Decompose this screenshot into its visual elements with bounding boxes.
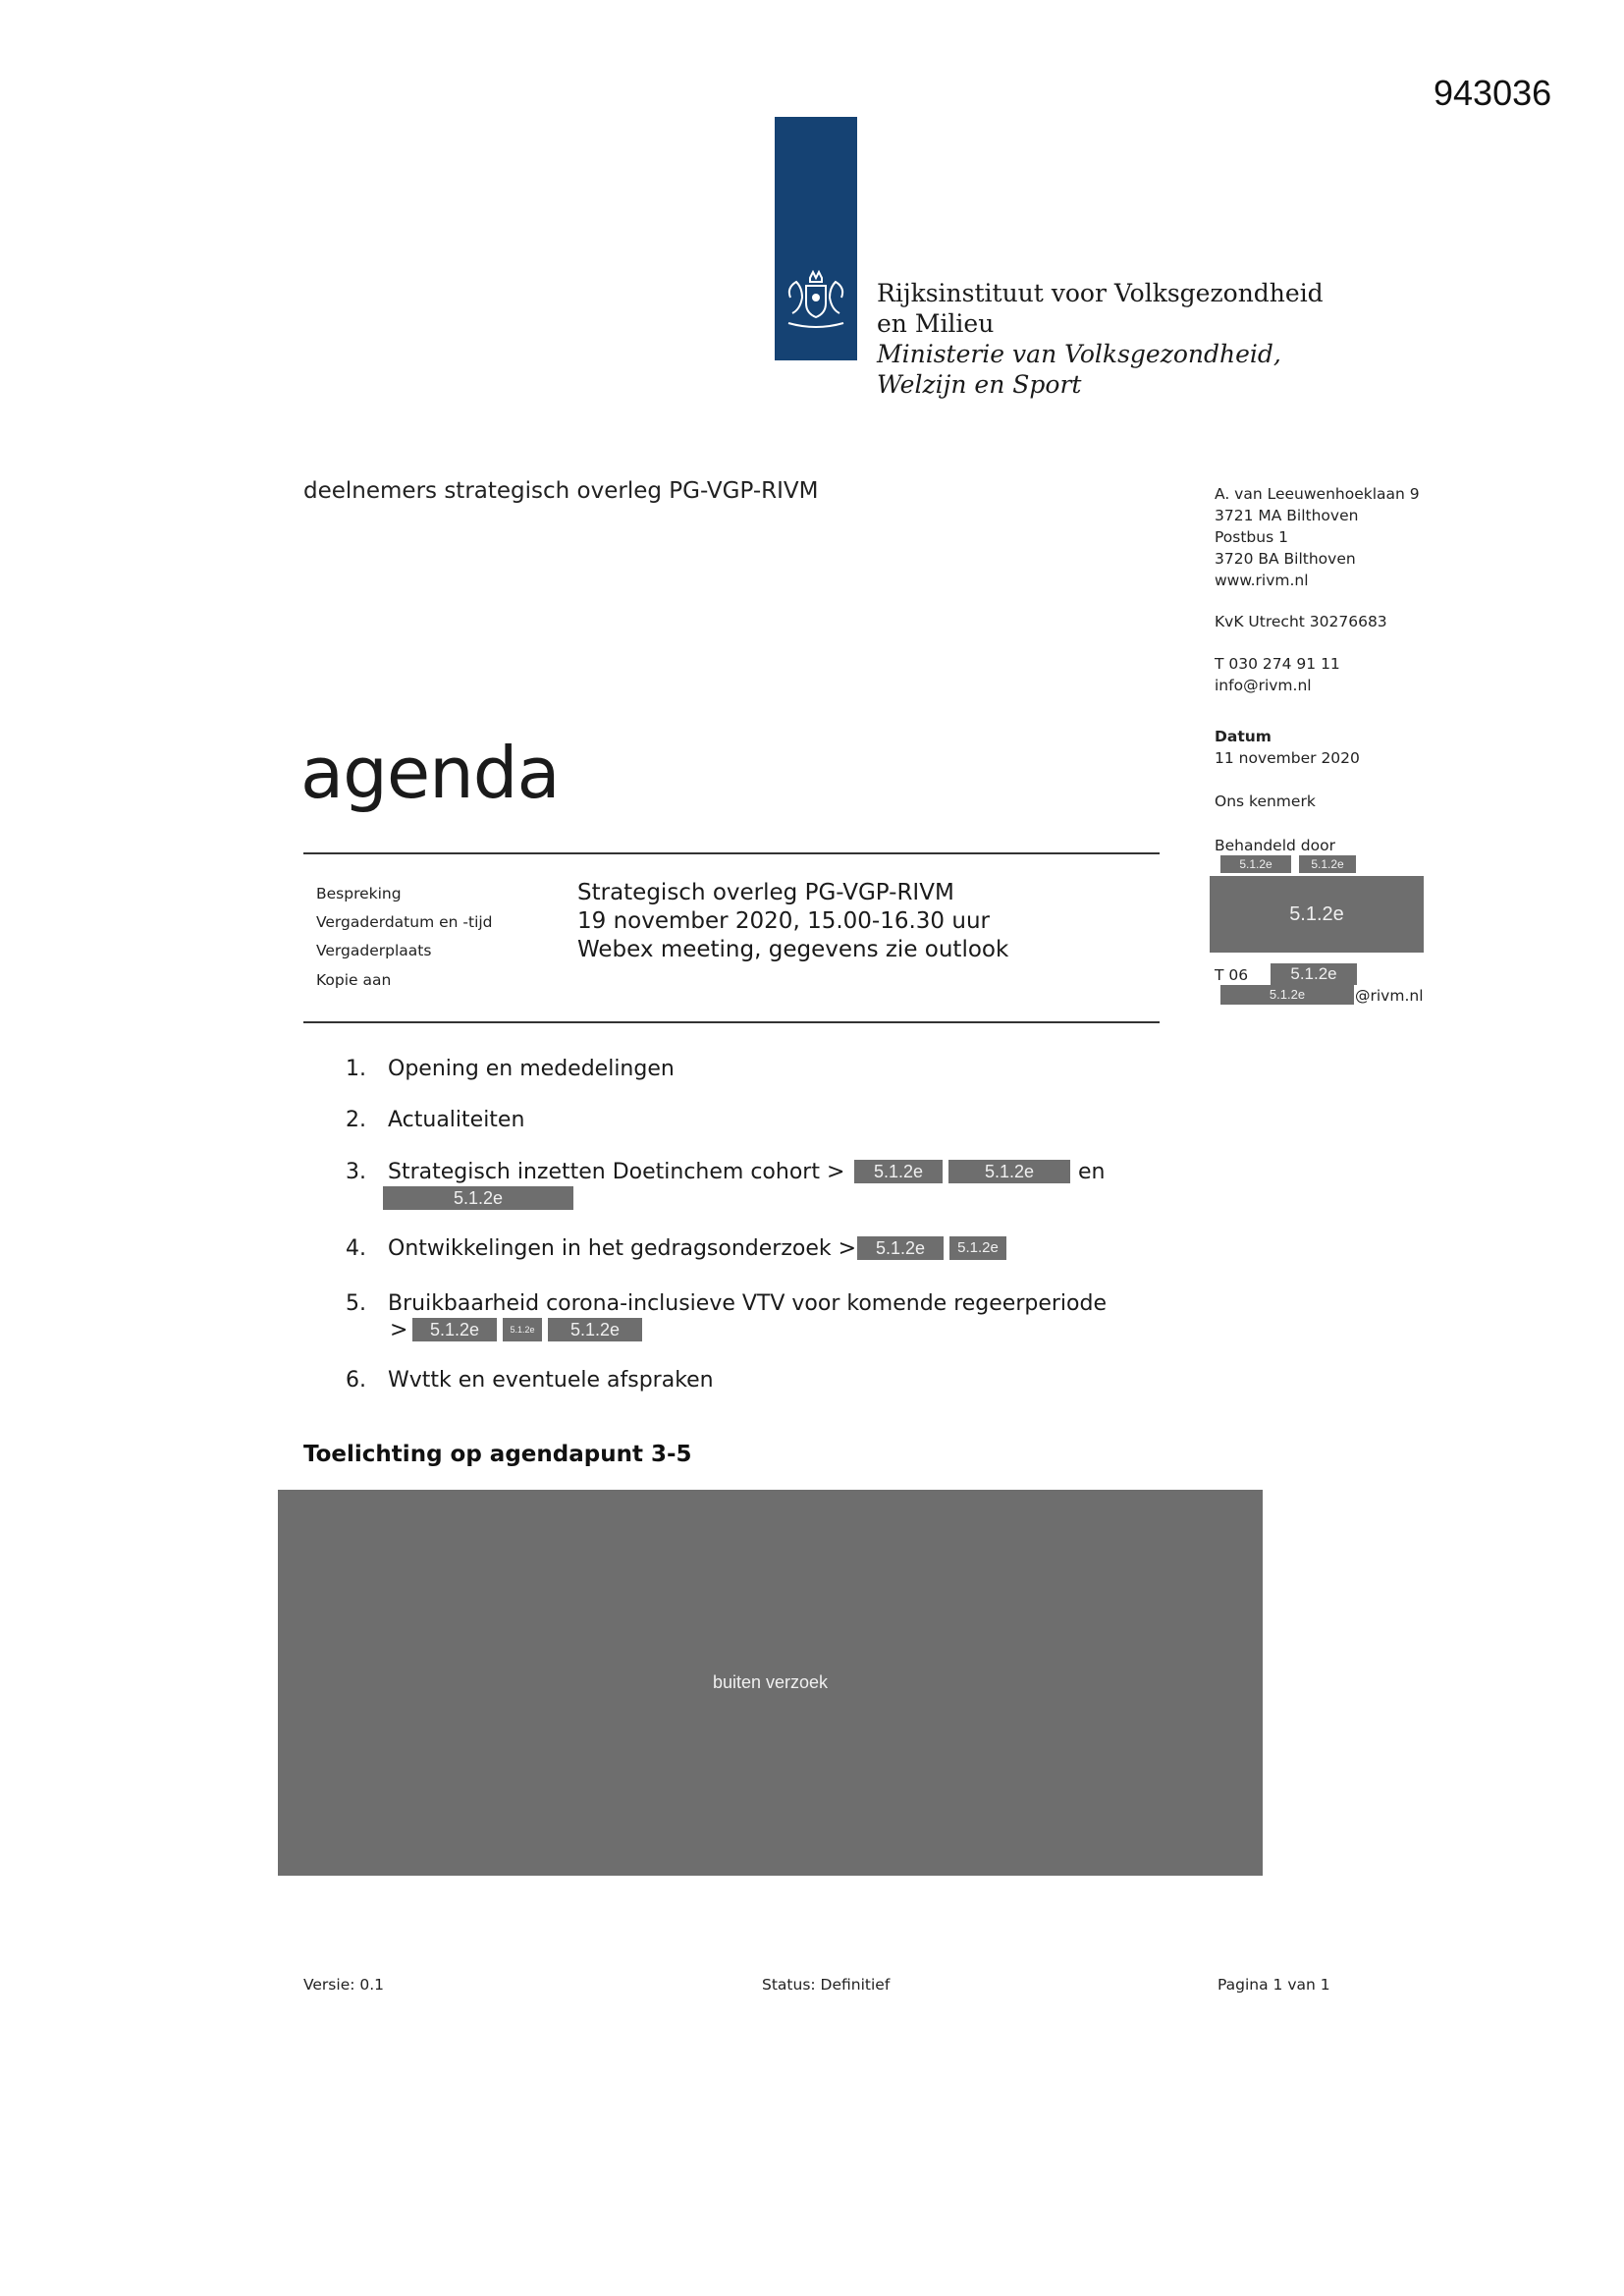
website: www.rivm.nl [1215, 572, 1309, 589]
date-label: Datum [1215, 728, 1272, 745]
agenda-item-number: 2. [346, 1108, 366, 1132]
direct-email-suffix: @rivm.nl [1355, 987, 1424, 1005]
agenda-item-text: Ontwikkelingen in het gedragsonderzoek > [388, 1236, 857, 1261]
address-line-1: A. van Leeuwenhoeklaan 9 [1215, 485, 1420, 503]
redaction: 5.1.2e [412, 1318, 497, 1341]
meta-label-discussion: Bespreking [316, 885, 402, 902]
redaction: 5.1.2e [1210, 876, 1424, 953]
meta-value-location: Webex meeting, gegevens zie outlook [577, 937, 1009, 962]
meta-value-datetime: 19 november 2020, 15.00-16.30 uur [577, 908, 990, 934]
redaction: 5.1.2e [383, 1186, 573, 1210]
address-line-4: 3720 BA Bilthoven [1215, 550, 1356, 568]
agenda-item-text: Opening en mededelingen [388, 1057, 675, 1081]
reference-label: Ons kenmerk [1215, 793, 1316, 810]
redaction: 5.1.2e [1299, 855, 1356, 873]
document-number: 943036 [1434, 73, 1552, 113]
page-title: agenda [300, 732, 560, 814]
footer-page: Pagina 1 van 1 [1218, 1976, 1330, 1994]
divider [303, 852, 1160, 854]
redaction: 5.1.2e [857, 1236, 944, 1260]
addressee: deelnemers strategisch overleg PG-VGP-RIVM [303, 478, 819, 504]
footer-version: Versie: 0.1 [303, 1976, 385, 1994]
meta-value-discussion: Strategisch overleg PG-VGP-RIVM [577, 880, 954, 905]
redaction: 5.1.2e [949, 1236, 1006, 1260]
government-logo [775, 117, 857, 360]
agenda-item-number: 4. [346, 1236, 366, 1261]
footer-status: Status: Definitief [762, 1976, 891, 1994]
ministry-line-2: Welzijn en Sport [877, 370, 1082, 399]
date-value: 11 november 2020 [1215, 749, 1360, 767]
redacted-block: buiten verzoek [278, 1490, 1263, 1876]
phone-number: T 030 274 91 11 [1215, 655, 1340, 673]
org-line-2: en Milieu [877, 309, 995, 338]
handled-by-label: Behandeld door [1215, 837, 1335, 854]
agenda-item-suffix: en [1078, 1160, 1106, 1184]
redaction: 5.1.2e [1271, 963, 1357, 985]
email-address: info@rivm.nl [1215, 677, 1312, 694]
org-line-1: Rijksinstituut voor Volksgezondheid [877, 279, 1324, 307]
agenda-item-text: Wvttk en eventuele afspraken [388, 1368, 714, 1393]
date-block [1215, 726, 1360, 769]
meta-label-datetime: Vergaderdatum en -tijd [316, 913, 493, 931]
redaction: 5.1.2e [1220, 855, 1291, 873]
address-line-3: Postbus 1 [1215, 528, 1288, 546]
agenda-item-text: Strategisch inzetten Doetinchem cohort > [388, 1160, 845, 1184]
meta-label-location: Vergaderplaats [316, 942, 432, 959]
agenda-item-number: 6. [346, 1368, 366, 1393]
redaction: 5.1.2e [1220, 985, 1354, 1005]
agenda-item-number: 1. [346, 1057, 366, 1081]
agenda-item-number: 3. [346, 1160, 366, 1184]
section-title: Toelichting op agendapunt 3-5 [303, 1442, 692, 1467]
agenda-item-text: Bruikbaarheid corona-inclusieve VTV voor komende regeerperiode [388, 1291, 1107, 1316]
redaction: 5.1.2e [948, 1160, 1070, 1183]
address-line-2: 3721 MA Bilthoven [1215, 507, 1359, 524]
redaction: 5.1.2e [548, 1318, 642, 1341]
organisation-name [877, 278, 1324, 400]
direct-phone-prefix: T 06 [1215, 966, 1249, 984]
agenda-item-text: Actualiteiten [388, 1108, 525, 1132]
coat-of-arms-icon [781, 268, 851, 331]
contact-info [1215, 653, 1340, 696]
agenda-item-number: 5. [346, 1291, 366, 1316]
sender-address [1215, 483, 1420, 591]
divider [303, 1021, 1160, 1023]
agenda-item-prefix: > [390, 1318, 408, 1342]
redaction: 5.1.2e [854, 1160, 943, 1183]
kvk-number: KvK Utrecht 30276683 [1215, 613, 1387, 630]
redaction: 5.1.2e [503, 1318, 542, 1341]
meta-label-copy: Kopie aan [316, 971, 392, 989]
ministry-line-1: Ministerie van Volksgezondheid, [877, 340, 1281, 368]
